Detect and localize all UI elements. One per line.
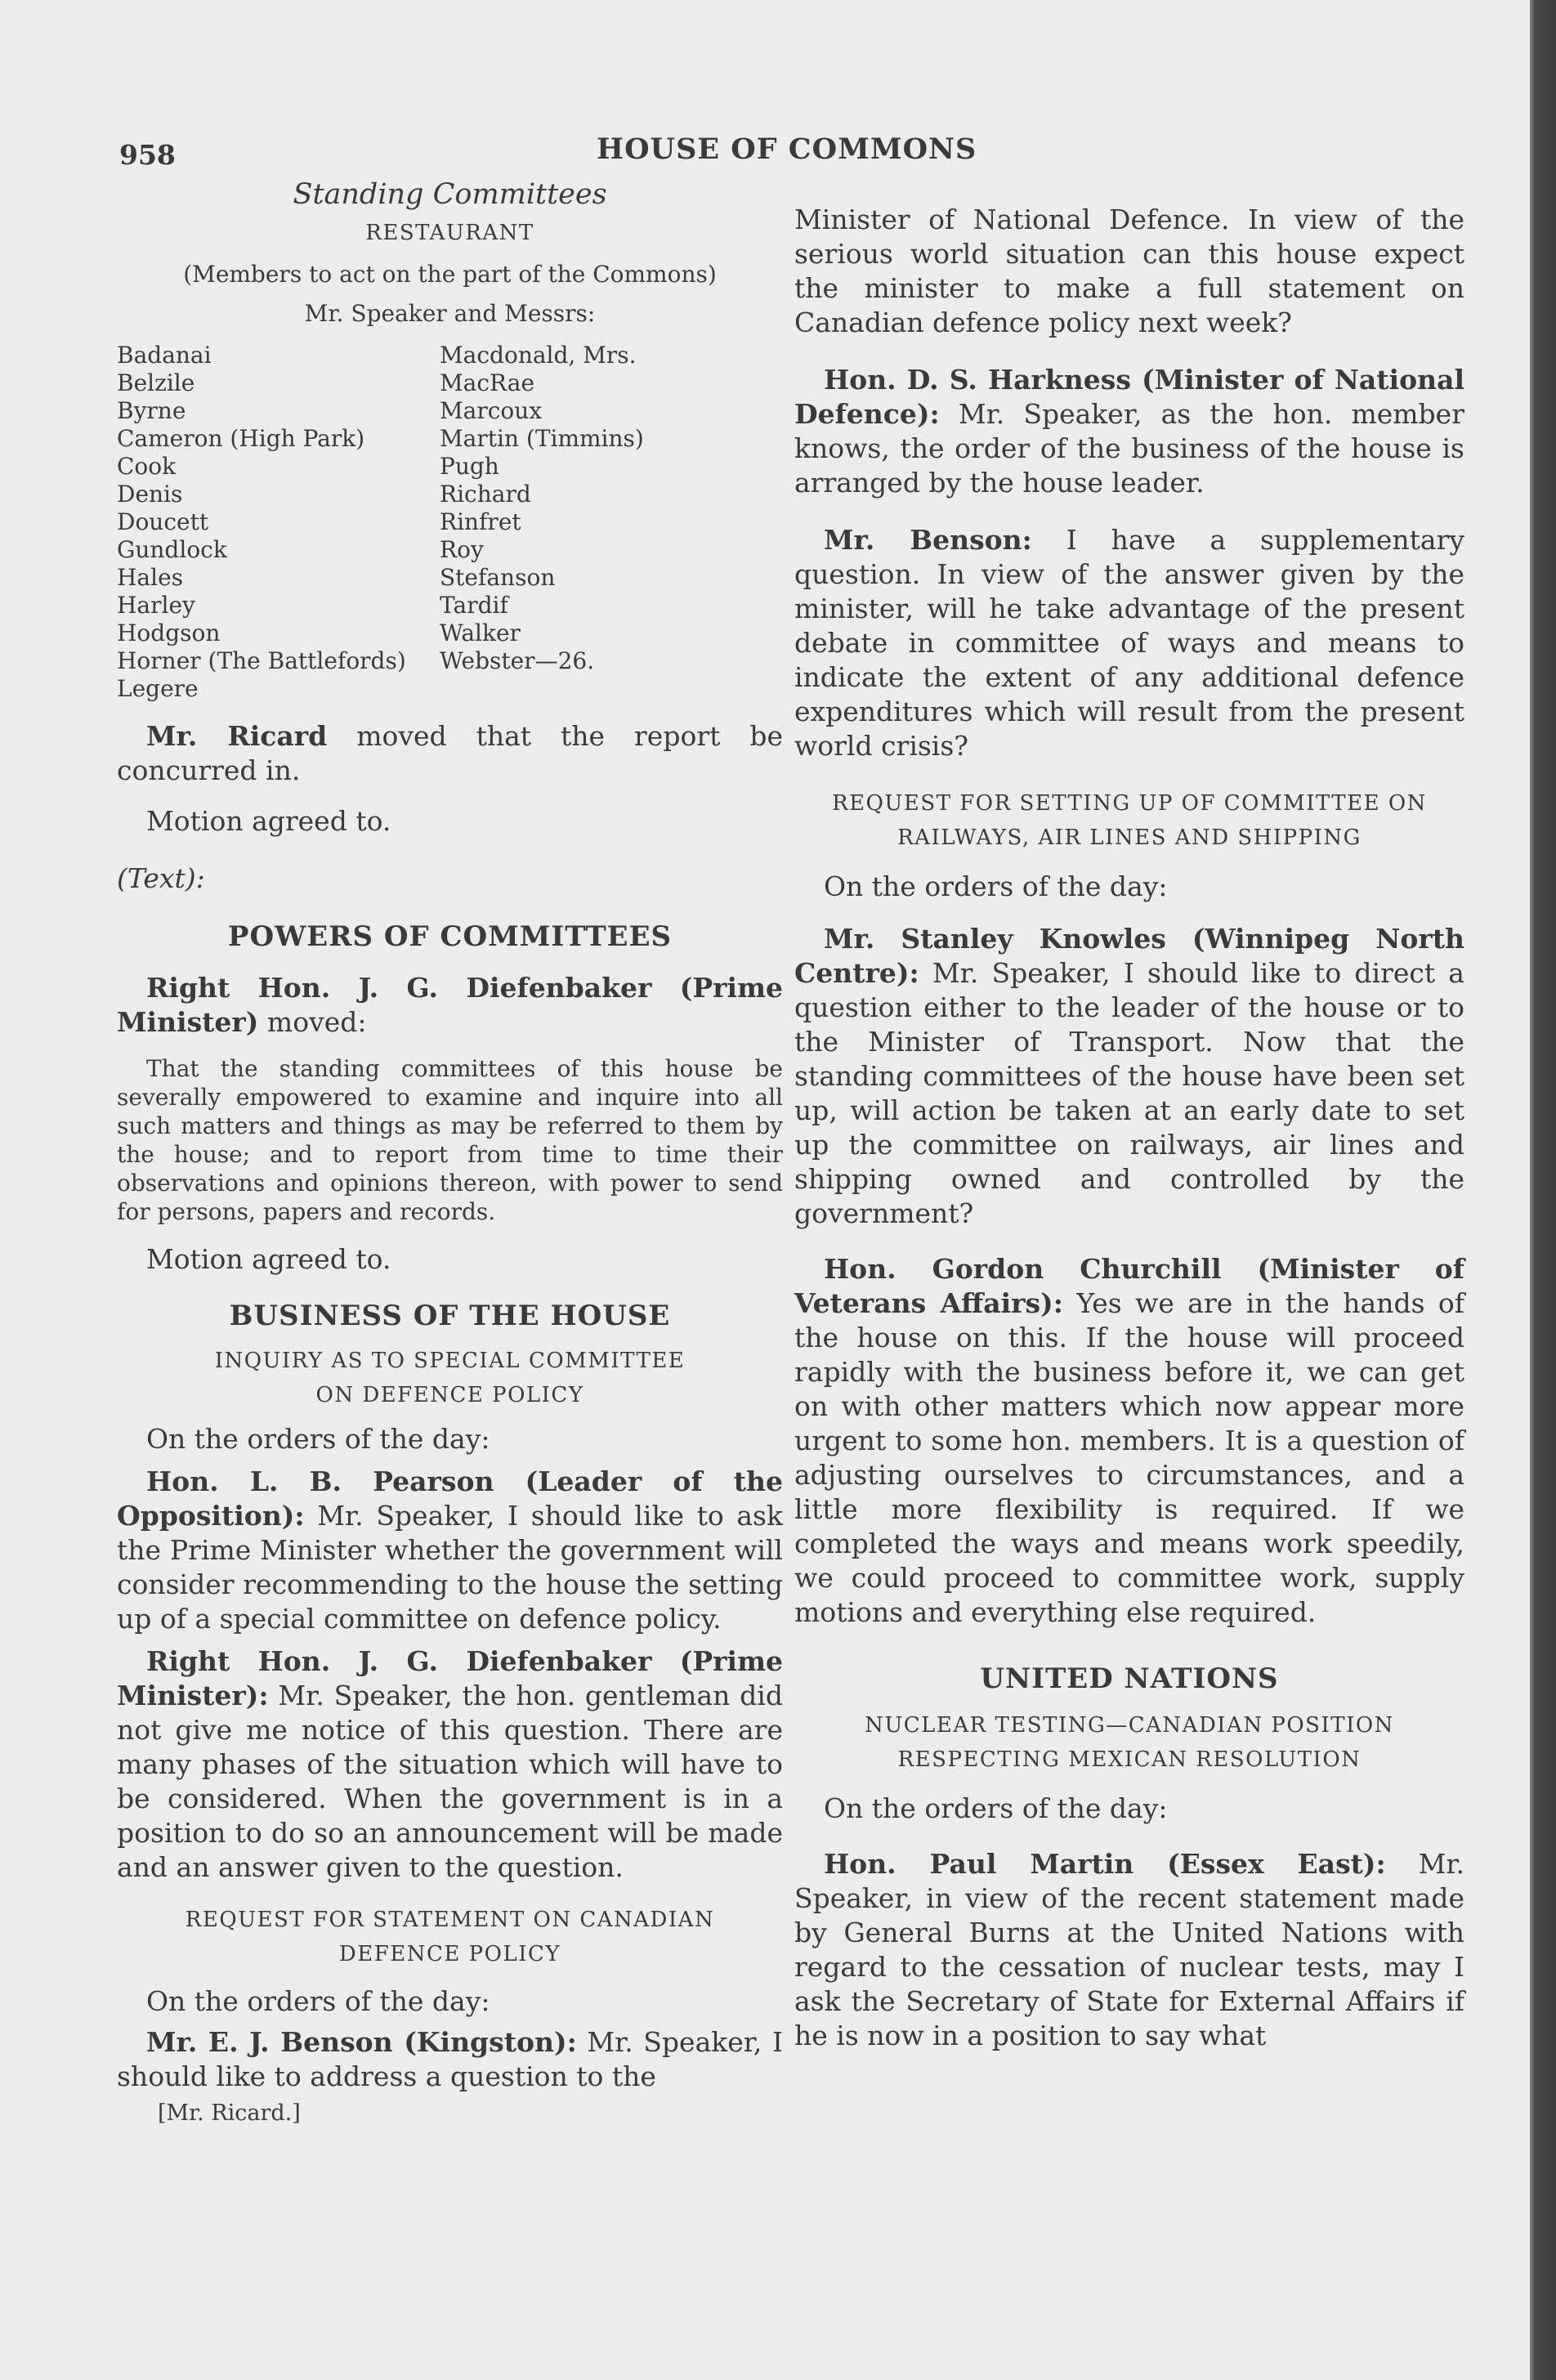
business-of-the-house-heading: BUSINESS OF THE HOUSE bbox=[229, 1300, 671, 1332]
right-column bbox=[794, 203, 1464, 2053]
member-name: Harley bbox=[117, 592, 195, 619]
united-nations-heading: UNITED NATIONS bbox=[980, 1662, 1279, 1695]
request-subheading-line2: DEFENCE POLICY bbox=[338, 1942, 561, 1966]
member-name: Tardif bbox=[440, 592, 508, 619]
member-name: Hodgson bbox=[117, 620, 221, 646]
motion-agreed: Motion agreed to. bbox=[146, 1243, 391, 1275]
left-column bbox=[117, 172, 783, 2126]
speaker-name: Right Hon. J. G. Diefenbaker (Prime Minister): bbox=[117, 1645, 783, 1711]
member-name: Legere bbox=[117, 675, 199, 702]
question-text: Mr. Speaker, in view of the recent statement made by General Burns at the United Nations with regard to the cessation of nuclear tests, may I ask the Secretary of State for External Affairs if he is now in a position to say what bbox=[794, 1848, 1465, 2051]
railways-subheading-line2: RAILWAYS, AIR LINES AND SHIPPING bbox=[897, 825, 1362, 850]
member-name: Denis bbox=[117, 481, 183, 508]
speaker-name: Right Hon. J. G. Diefenbaker (Prime Minister) bbox=[117, 972, 783, 1038]
question-text: I have a supplementary question. In view of the answer given by the minister, will he take advantage of the present debate in committee of ways and means to indicate the extent of any additional defence expenditures which will result from the present world crisis? bbox=[794, 524, 1464, 762]
member-name: MacRae bbox=[440, 369, 535, 396]
answer-text: Yes we are in the hands of the house on this. If the house will proceed rapidly with the business before it, we can get on with other matters which now appear more urgent to some hon. members. It is a question of adjusting ourselves to circumstances, and a little more flexibility is required. If we completed the ways and means work speedily, we could proceed to committee work, supply motions and everything else required. bbox=[794, 1287, 1465, 1628]
inquiry-subheading-line2: ON DEFENCE POLICY bbox=[315, 1383, 584, 1407]
member-name: Martin (Timmins) bbox=[440, 425, 644, 452]
motion-text: moved that the report be concurred in. bbox=[117, 720, 783, 786]
railways-subheading-line1: REQUEST FOR SETTING UP OF COMMITTEE ON bbox=[832, 791, 1427, 816]
answer-text: Mr. Speaker, as the hon. member knows, the order of the business of the house is arranged by the house leader. bbox=[794, 398, 1464, 499]
powers-resolution-text: That the standing committees of this house be severally empowered to examine and inquire into all such matters and things as may be referred to them by the house; and to report from time to time their observations and opinions thereon, with power to send for persons, papers and records. bbox=[117, 1055, 783, 1225]
member-name: Cook bbox=[117, 453, 177, 480]
speaker-name: Hon. Paul Martin (Essex East): bbox=[824, 1848, 1386, 1880]
standing-committees-heading: Standing Committees bbox=[293, 178, 607, 211]
question-text: Mr. Speaker, I should like to direct a question either to the leader of the house or to the Minister of Transport. Now that the standing committees of the house have been set up, will action be taken at an early date to set up the committee on railways, air lines and shipping owned and controlled by the government? bbox=[794, 957, 1464, 1229]
member-name: Webster—26. bbox=[440, 647, 595, 674]
member-name: Doucett bbox=[117, 508, 209, 535]
member-name: Pugh bbox=[440, 453, 499, 480]
member-name: Stefanson bbox=[440, 564, 556, 591]
member-name: Marcoux bbox=[440, 397, 543, 424]
benson-question bbox=[117, 2025, 783, 2094]
diefenbaker-motion bbox=[117, 971, 783, 1040]
benson-question-continued: Minister of National Defence. In view of the serious world situation can this house expect the minister to make a full statement on Canadian defence policy next week? bbox=[794, 204, 1464, 338]
members-note: (Members to act on the part of the Commons) bbox=[183, 261, 717, 288]
powers-of-committees-heading: POWERS OF COMMITTEES bbox=[227, 920, 673, 953]
member-name: Belzile bbox=[117, 369, 195, 396]
orders-of-the-day: On the orders of the day: bbox=[146, 1423, 490, 1455]
member-name: Hales bbox=[117, 564, 184, 591]
orders-of-the-day: On the orders of the day: bbox=[824, 870, 1168, 902]
member-name: Gundlock bbox=[117, 536, 227, 563]
orders-of-the-day: On the orders of the day: bbox=[824, 1792, 1168, 1824]
speaker-name: Hon. L. B. Pearson (Leader of the Opposition): bbox=[117, 1465, 783, 1532]
nuclear-subheading-line1: NUCLEAR TESTING—CANADIAN POSITION bbox=[865, 1713, 1394, 1738]
page-edge-shadow bbox=[1530, 0, 1556, 2380]
member-name: Richard bbox=[440, 481, 531, 508]
speaker-name: Mr. Benson: bbox=[824, 524, 1032, 556]
member-name: Macdonald, Mrs. bbox=[440, 342, 637, 369]
speaker-line: Mr. Speaker and Messrs: bbox=[304, 300, 596, 327]
benson-supplementary bbox=[794, 523, 1464, 763]
speaker-name: Mr. E. J. Benson (Kingston): bbox=[146, 2026, 577, 2058]
member-name: Cameron (High Park) bbox=[117, 425, 365, 452]
speaker-name: Mr. Ricard bbox=[146, 720, 328, 752]
footer-note: [Mr. Ricard.] bbox=[158, 2100, 301, 2126]
harkness-answer bbox=[794, 363, 1464, 500]
member-name: Badanai bbox=[117, 342, 212, 369]
member-name: Byrne bbox=[117, 397, 186, 424]
committee-member-list bbox=[117, 342, 783, 703]
text-label: (Text): bbox=[117, 862, 205, 894]
churchill-answer bbox=[794, 1252, 1464, 1630]
member-name: Horner (The Battlefords) bbox=[117, 647, 406, 674]
member-name: Rinfret bbox=[440, 508, 521, 535]
speaker-name: Hon. Gordon Churchill (Minister of Veterans Affairs): bbox=[794, 1253, 1464, 1319]
member-names-col2 bbox=[440, 342, 783, 703]
page-number: 958 bbox=[119, 139, 176, 171]
member-name: Walker bbox=[440, 620, 521, 646]
member-name: Roy bbox=[440, 536, 484, 563]
ricard-motion bbox=[117, 719, 783, 788]
question-text: Mr. Speaker, I should like to ask the Prime Minister whether the government will consider recommending to the house the setting up of a special committee on defence policy. bbox=[117, 1500, 783, 1635]
inquiry-subheading-line1: INQUIRY AS TO SPECIAL COMMITTEE bbox=[214, 1349, 686, 1373]
question-text: Mr. Speaker, I should like to address a question to the bbox=[117, 2026, 784, 2092]
moved-text: moved: bbox=[266, 1006, 367, 1038]
diefenbaker-answer bbox=[117, 1644, 783, 1885]
restaurant-heading: RESTAURANT bbox=[365, 221, 534, 245]
motion-agreed: Motion agreed to. bbox=[146, 805, 391, 837]
member-names-col1 bbox=[117, 342, 440, 703]
orders-of-the-day: On the orders of the day: bbox=[146, 1985, 490, 2017]
martin-question bbox=[794, 1847, 1464, 2053]
nuclear-subheading-line2: RESPECTING MEXICAN RESOLUTION bbox=[897, 1747, 1362, 1772]
running-head: HOUSE OF COMMONS bbox=[597, 132, 977, 166]
answer-text: Mr. Speaker, the hon. gentleman did not give me notice of this question. There are many phases of the situation which will have to be considered. When the government is in a position to do so an announcement will be made and an answer given to the question. bbox=[117, 1680, 783, 1883]
knowles-question bbox=[794, 922, 1464, 1231]
speaker-name: Mr. Stanley Knowles (Winnipeg North Centre): bbox=[794, 923, 1464, 989]
request-subheading-line1: REQUEST FOR STATEMENT ON CANADIAN bbox=[185, 1908, 715, 1932]
pearson-question bbox=[117, 1465, 783, 1636]
speaker-name: Hon. D. S. Harkness (Minister of National Defence): bbox=[794, 364, 1464, 430]
